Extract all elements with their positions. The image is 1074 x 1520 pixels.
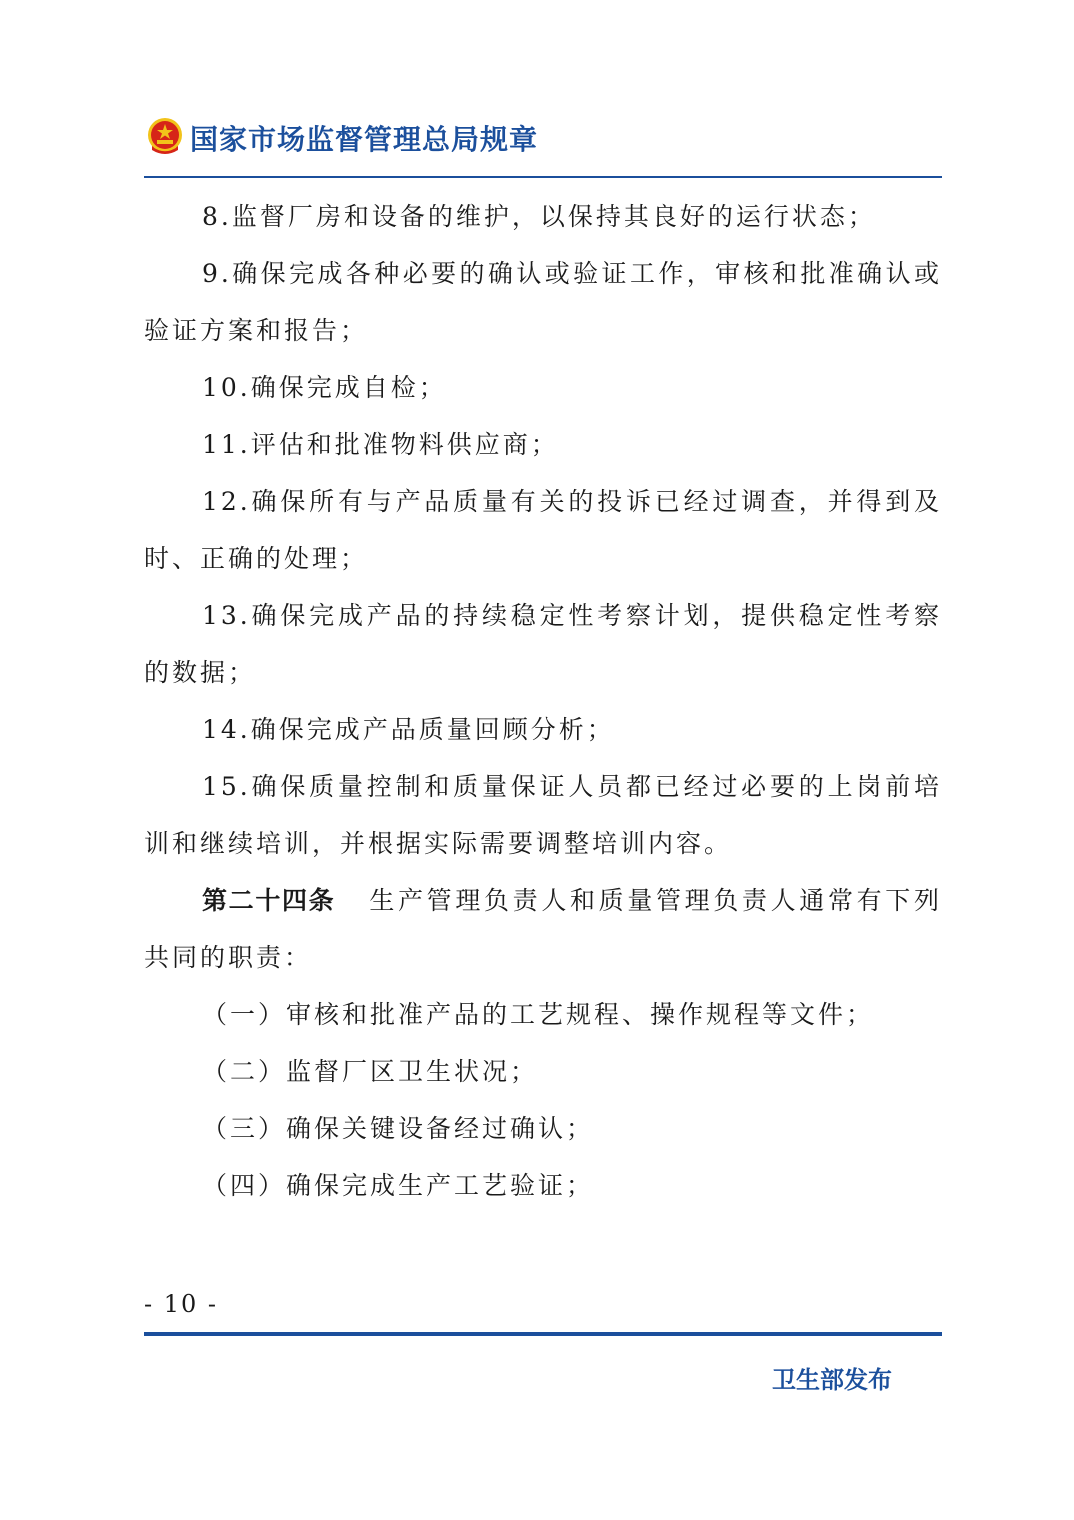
- paragraph-item-12: 12.确保所有与产品质量有关的投诉已经过调查，并得到及时、正确的处理；: [144, 487, 942, 573]
- publisher-label: 卫生部发布: [772, 1366, 892, 1394]
- list-item-1: （一）审核和批准产品的工艺规程、操作规程等文件；: [202, 1000, 875, 1029]
- paragraph-item-15: 15.确保质量控制和质量保证人员都已经过必要的上岗前培训和继续培训，并根据实际需要调整培训内容。: [144, 772, 942, 858]
- footer-divider: [144, 1332, 942, 1336]
- header-title: 国家市场监督管理总局规章: [190, 123, 539, 156]
- list-item-2: （二）监督厂区卫生状况；: [202, 1057, 539, 1086]
- paragraph-item-10: 10.确保完成自检；: [202, 373, 447, 402]
- article-title: 第二十四条: [202, 886, 336, 915]
- page-number: - 10 -: [144, 1290, 219, 1318]
- paragraph-item-11: 11.评估和批准物料供应商；: [202, 430, 559, 459]
- article-24: [144, 872, 942, 986]
- article-text: 生产管理负责人和质量管理负责人通常有下列共同的职责：: [144, 886, 942, 972]
- header-divider: [144, 176, 942, 178]
- paragraph-item-9: 9.确保完成各种必要的确认或验证工作，审核和批准确认或验证方案和报告；: [144, 259, 942, 345]
- page-header: [144, 112, 942, 166]
- paragraph-item-8: 8.监督厂房和设备的维护，以保持其良好的运行状态；: [202, 202, 876, 231]
- list-item-3: （三）确保关键设备经过确认；: [202, 1114, 595, 1143]
- national-emblem-icon: [146, 116, 184, 156]
- paragraph-item-13: 13.确保完成产品的持续稳定性考察计划，提供稳定性考察的数据；: [144, 601, 942, 687]
- list-item-4: （四）确保完成生产工艺验证；: [202, 1171, 595, 1200]
- document-body: [144, 188, 942, 1214]
- paragraph-item-14: 14.确保完成产品质量回顾分析；: [202, 715, 615, 744]
